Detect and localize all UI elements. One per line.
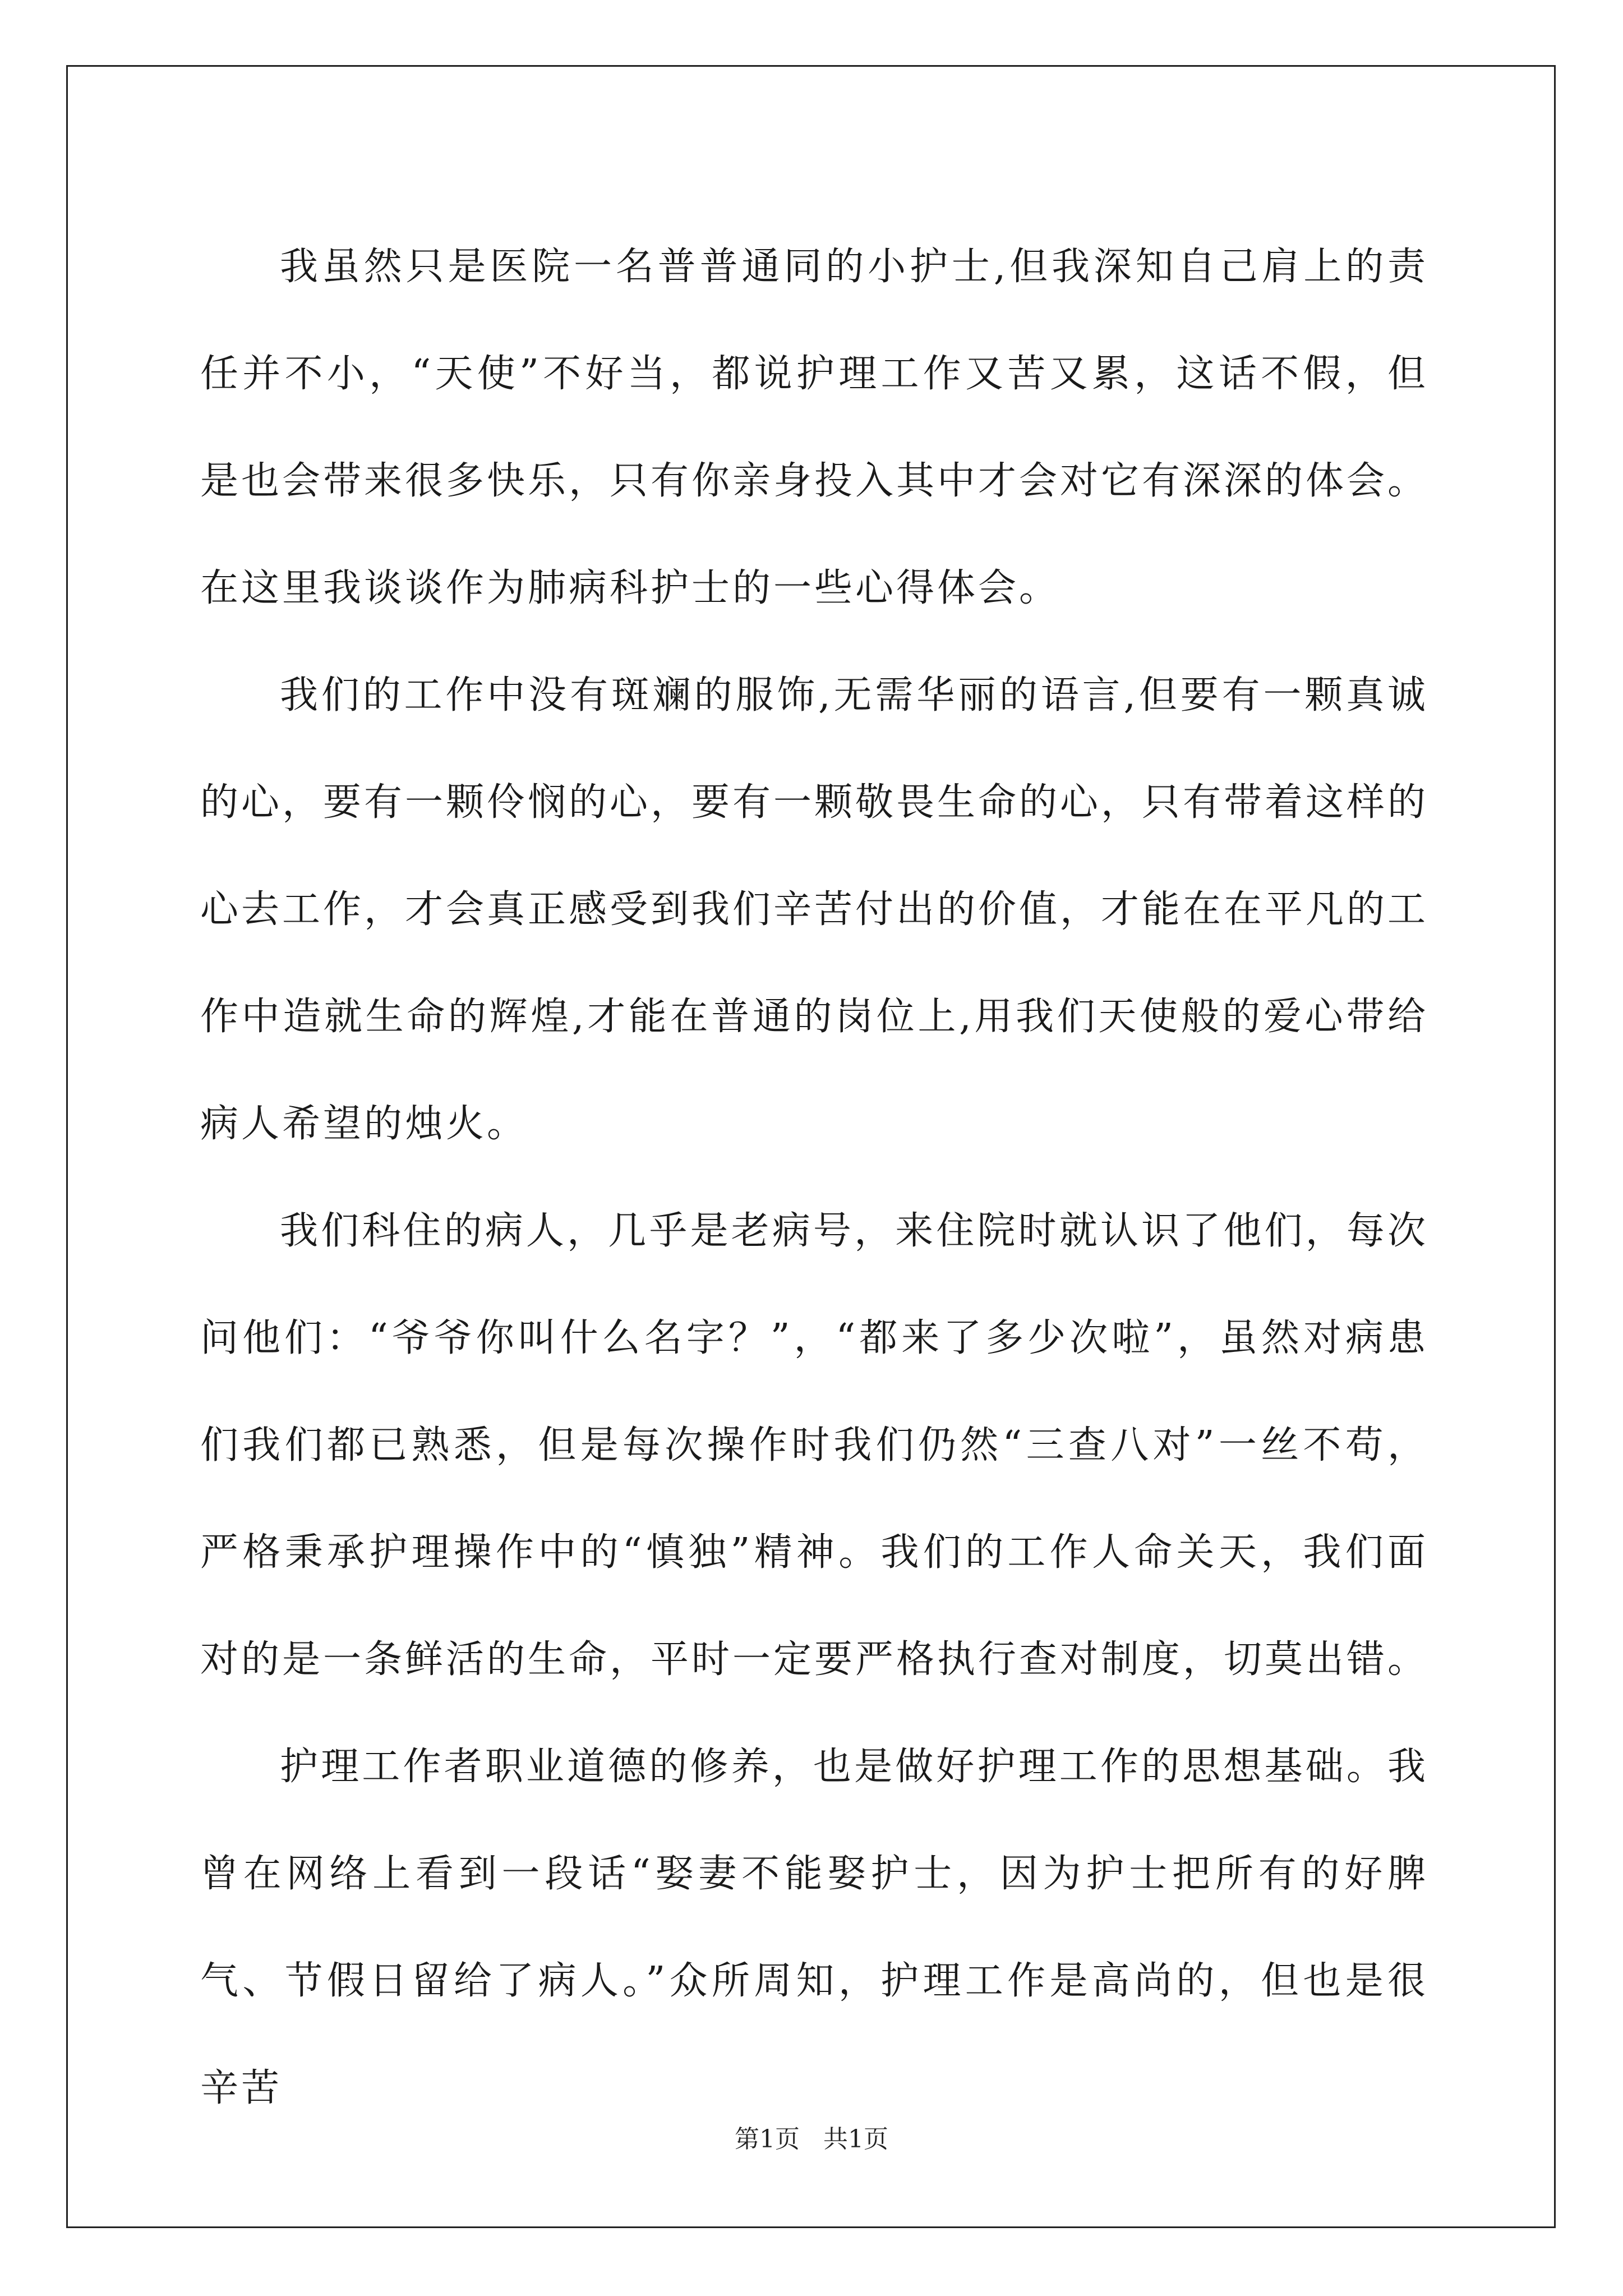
paragraph-4: 护理工作者职业道德的修养，也是做好护理工作的思想基础。我曾在网络上看到一段话“娶妻不能娶护士，因为护士把所有的好脾气、节假日留给了病人。”众所周知，护理工作是高尚的，但也是很辛苦 xyxy=(200,1745,1429,2110)
paragraph-1: 我虽然只是医院一名普普通同的小护士,但我深知自己肩上的责任并不小，“天使”不好当，都说护理工作又苦又累，这话不假，但是也会带来很多快乐，只有你亲身投入其中才会对它有深深的体会。在这里我谈谈作为肺病科护士的一些心得体会。 xyxy=(200,245,1429,610)
page-footer: 第1页 共1页 xyxy=(735,2125,888,2154)
paragraph-3: 我们科住的病人，几乎是老病号，来住院时就认识了他们，每次问他们：“爷爷你叫什么名字？”，“都来了多少次啦”，虽然对病患们我们都已熟悉，但是每次操作时我们仍然“三查八对”一丝不苟，严格秉承护理操作中的“慎独”精神。我们的工作人命关天，我们面对的是一条鲜活的生命，平时一定要严格执行查对制度，切莫出错。 xyxy=(200,1209,1429,1682)
paragraph-2: 我们的工作中没有斑斓的服饰,无需华丽的语言,但要有一颗真诚的心，要有一颗伶悯的心，要有一颗敬畏生命的心，只有带着这样的心去工作，才会真正感受到我们辛苦付出的价值，才能在在平凡的工作中造就生命的辉煌,才能在普通的岗位上,用我们天使般的爱心带给病人希望的烛火。 xyxy=(200,673,1429,1146)
document-body xyxy=(200,213,1428,2142)
